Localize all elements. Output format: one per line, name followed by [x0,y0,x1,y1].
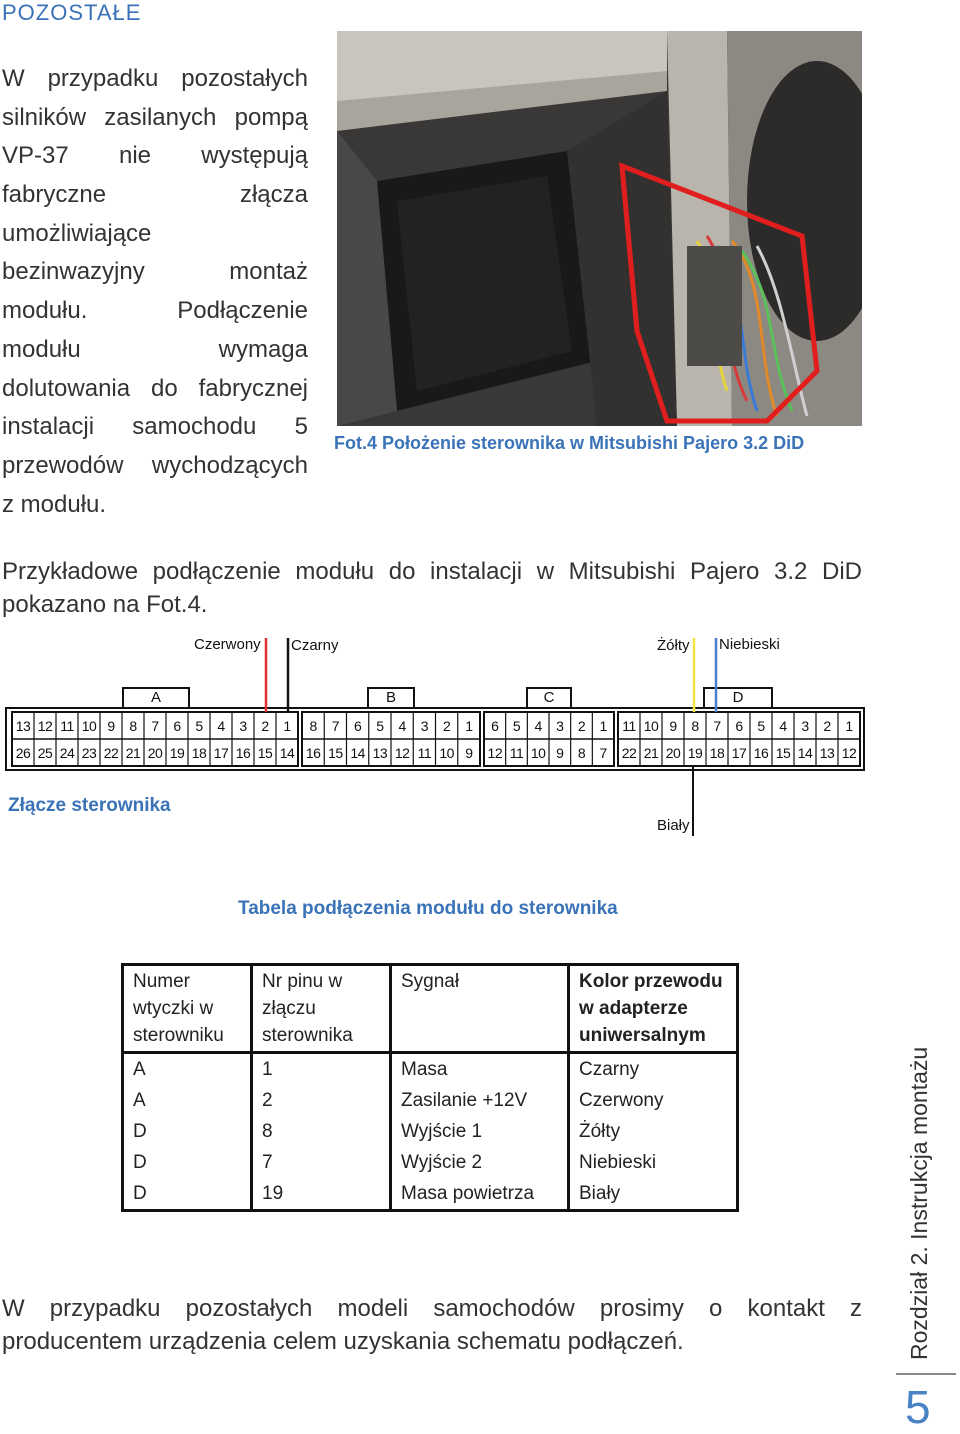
connector-pin: 8 [691,718,699,734]
table-row [123,1085,738,1116]
connector-pin: 7 [599,745,607,761]
header-plug: Numer wtyczki w sterowniku [123,965,252,1053]
connector-pin: 26 [15,745,31,761]
connector-pin: 6 [491,718,499,734]
connector-pin: 1 [845,718,853,734]
connector-pin: 16 [753,745,769,761]
connection-table [121,963,739,1212]
connector-pin: 4 [779,718,787,734]
connector-pin: 11 [60,718,74,734]
cell-plug: A [123,1085,252,1116]
intro-line: modułu. Podłączenie [2,297,308,325]
connector-pin: 9 [107,718,115,734]
connector-pin: 7 [713,718,721,734]
connector-pin: 10 [530,745,546,761]
table-row [123,1178,738,1211]
group-label-c: C [543,689,555,706]
wire-label-yellow: Żółty [657,637,690,654]
connector-pin: 10 [643,718,659,734]
cell-color: Niebieski [569,1147,738,1178]
connector-pin: 22 [621,745,637,761]
connector-pin: 11 [417,745,432,761]
connector-pin: 16 [235,745,251,761]
connector-pin: 15 [775,745,791,761]
cell-signal: Zasilanie +12V [391,1085,569,1116]
connector-pin: 9 [669,718,677,734]
intro-line: silników zasilanych pompą [2,103,308,131]
cell-plug: D [123,1147,252,1178]
connector-pin: 23 [81,745,97,761]
wire-label-black: Czarny [291,637,339,654]
connector-pin: 1 [465,718,473,734]
connector-pin: 5 [376,718,384,734]
intro-line: z modułu. [2,490,107,518]
connector-pin: 13 [15,718,31,734]
connector-pin: 15 [328,745,343,761]
connector-pin: 14 [797,745,813,761]
connector-pin: 22 [103,745,119,761]
cell-signal: Masa [391,1053,569,1086]
connector-pin: 18 [191,745,207,761]
connector-pin: 24 [59,745,75,761]
connector-pin: 6 [173,718,181,734]
connector-pin: 19 [687,745,703,761]
connector-pin: 6 [735,718,743,734]
cell-plug: A [123,1053,252,1086]
group-label-a: A [150,689,161,706]
connector-pin: 3 [239,718,247,734]
table-title: Tabela podłączenia modułu do sterownika [238,898,618,919]
connector-pin: 3 [801,718,809,734]
table-row [123,1116,738,1147]
connector-pin: 8 [577,745,586,761]
closing-line-1: W przypadku pozostałych modeli samochodów prosimy o kontakt z [2,1295,862,1322]
cell-color: Żółty [569,1116,738,1147]
cell-pin: 1 [252,1053,391,1086]
connector-pin: 8 [129,718,137,734]
closing-line-2: producentem urządzenia celem uzyskania schematu podłączeń. [2,1328,684,1355]
cell-pin: 19 [252,1178,391,1211]
connector-pin: 19 [169,745,185,761]
example-paragraph [2,555,862,621]
wire-label-white: Biały [657,817,690,834]
closing-paragraph [2,1292,862,1358]
connector-caption: Złącze sterownika [8,795,171,816]
header-wire-color: Kolor przewodu w adapterze uniwersalnym [569,965,738,1053]
side-divider [896,1373,956,1375]
connector-pin: 3 [556,718,564,734]
connector-pin: 18 [709,745,725,761]
connector-pin: 12 [487,745,503,761]
connector-pin: 4 [534,718,542,734]
intro-line: przewodów wychodzących [2,451,308,479]
connector-pin: 2 [823,718,831,734]
connector-pin: 8 [309,718,317,734]
intro-line: bezinwazyjny montaż [2,258,308,286]
connector-pin: 5 [757,718,765,734]
connector-pin: 10 [81,718,97,734]
connector-pin: 1 [283,718,291,734]
intro-paragraph [2,60,308,524]
cell-plug: D [123,1116,252,1147]
connector-pin: 14 [350,745,365,761]
connector-pin: 20 [665,745,681,761]
connector-pin: 17 [213,745,229,761]
connector-pin: 20 [147,745,163,761]
connector-pin: 5 [512,718,521,734]
cell-pin: 8 [252,1116,391,1147]
cell-signal: Masa powietrza [391,1178,569,1211]
intro-line: modułu wymaga [2,335,308,363]
connector-pin: 11 [509,745,524,761]
connector-pin: 2 [442,718,451,734]
connector-pin: 1 [599,718,607,734]
connector-pin: 5 [195,718,203,734]
connector-pin: 10 [439,745,454,761]
connector-pin: 6 [353,718,362,734]
vehicle-photo [337,31,862,426]
connector-pin: 15 [257,745,273,761]
cell-pin: 7 [252,1147,391,1178]
connector-pin: 9 [556,745,564,761]
intro-line: dolutowania do fabrycznej [2,374,308,402]
page-number: 5 [905,1381,931,1433]
connector-pin: 7 [331,718,340,734]
connector-pin: 17 [731,745,747,761]
connector-pin: 13 [819,745,835,761]
connector-pin: 21 [643,745,659,761]
photo-caption: Fot.4 Położenie sterownika w Mitsubishi Pajero 3.2 DiD [334,433,805,453]
connector-pin: 4 [217,718,225,734]
cell-signal: Wyjście 1 [391,1116,569,1147]
intro-line: instalacji samochodu 5 [2,413,308,441]
table-header-row [123,965,738,1053]
header-pin: Nr pinu w złączu sterownika [252,965,391,1053]
connector-pin: 12 [841,745,857,761]
connector-pin: 7 [151,718,159,734]
intro-line: umożliwiające [2,219,152,247]
connector-pin: 3 [420,718,429,734]
connector-pin: 2 [577,718,586,734]
cell-color: Biały [569,1178,738,1211]
connector-pin: 25 [37,745,53,761]
connector-pin: 12 [394,745,410,761]
cell-plug: D [123,1178,252,1211]
connector-pin: 14 [279,745,295,761]
cell-pin: 2 [252,1085,391,1116]
wire-label-blue: Niebieski [719,636,780,653]
connector-pin: 16 [305,745,321,761]
header-signal: Sygnał [391,965,569,1053]
connector-pin: 13 [372,745,388,761]
group-label-d: D [732,689,744,706]
table-row [123,1053,738,1086]
connector-pin: 9 [465,745,473,761]
intro-line: W przypadku pozostałych [2,65,308,92]
wire-label-red: Czerwony [194,636,261,653]
connector-pin: 4 [398,718,406,734]
connector-pin: 11 [622,718,636,734]
connector-pin: 2 [261,718,269,734]
group-label-b: B [385,689,396,706]
intro-line: VP-37 nie występują [2,142,308,170]
example-line-2: pokazano na Fot.4. [2,591,208,618]
chapter-side-label: Rozdział 2. Instrukcja montażu [906,1046,932,1360]
section-title: POZOSTAŁE [2,0,142,25]
table-row [123,1147,738,1178]
connector-pin: 12 [37,718,53,734]
cell-color: Czarny [569,1053,738,1086]
cell-color: Czerwony [569,1085,738,1116]
intro-line: fabryczne złącza [2,181,308,209]
example-line-1: Przykładowe podłączenie modułu do instalacji w Mitsubishi Pajero 3.2 DiD [2,558,862,585]
cell-signal: Wyjście 2 [391,1147,569,1178]
connector-pin: 21 [125,745,141,761]
